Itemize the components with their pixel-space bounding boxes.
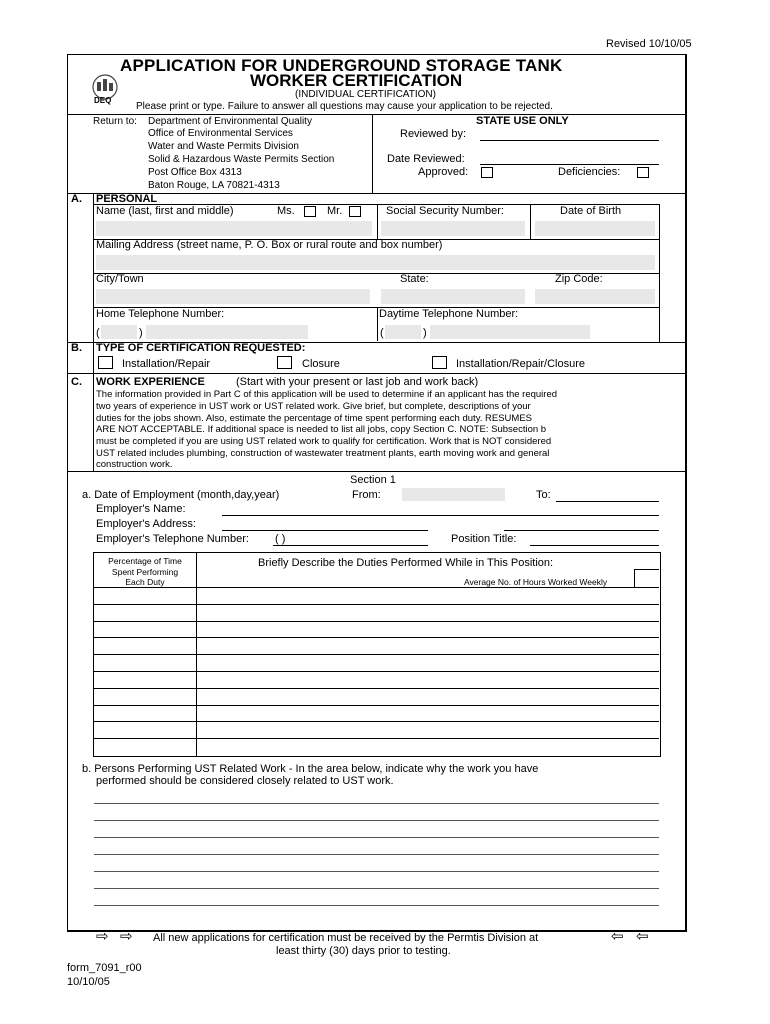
home-phone-paren-open: ( <box>96 327 100 339</box>
divider <box>68 471 685 472</box>
section-c-paragraph-3: duties for the jobs shown. Also, estimate the percentage of time spent performing each duty. RESUMES <box>96 413 532 424</box>
section-a-title: PERSONAL <box>96 193 158 205</box>
ssn-label: Social Security Number: <box>386 205 504 217</box>
position-title-field[interactable] <box>530 545 659 546</box>
mailing-label: Mailing Address (street name, P. O. Box or rural route and box number) <box>96 239 443 251</box>
subsection-b-line-1: b. Persons Performing UST Related Work - In the area below, indicate why the work you have <box>82 763 539 775</box>
footer-notice-line-1: All new applications for certification must be received by the Permtis Division at <box>153 932 539 944</box>
employer-address-field-2[interactable] <box>504 530 659 531</box>
section-c-paragraph-1: The information provided in Part C of this application will be used to determine if an applicant has the required <box>96 389 558 400</box>
dob-label: Date of Birth <box>560 205 622 217</box>
employer-address-field-1[interactable] <box>222 530 428 531</box>
reviewed-by-label: Reviewed by: <box>400 128 467 140</box>
form-date: 10/10/05 <box>67 976 110 988</box>
deficiencies-label: Deficiencies: <box>558 166 621 178</box>
approved-checkbox[interactable] <box>481 167 493 178</box>
explanation-line[interactable] <box>94 837 659 838</box>
duties-header: Briefly Describe the Duties Performed While in This Position: <box>258 557 554 569</box>
date-reviewed-label: Date Reviewed: <box>387 153 465 165</box>
explanation-line[interactable] <box>94 888 659 889</box>
divider <box>377 204 378 240</box>
city-input[interactable] <box>96 289 370 304</box>
closure-checkbox[interactable] <box>277 356 292 369</box>
section-c-letter: C. <box>71 376 82 388</box>
day-phone-input[interactable] <box>430 325 590 339</box>
option-installation-repair: Installation/Repair <box>122 358 211 370</box>
divider <box>93 637 659 638</box>
return-line-6: Baton Rouge, LA 70821-4313 <box>148 180 280 191</box>
divider <box>93 604 659 605</box>
instructions: Please print or type. Failure to answer all questions may cause your application to be rejected. <box>136 101 553 112</box>
divider <box>530 204 531 240</box>
employer-name-label: Employer's Name: <box>96 503 186 515</box>
left-arrow-icon: ⇦ <box>611 928 624 945</box>
state-label: State: <box>400 273 429 285</box>
option-closure: Closure <box>302 358 340 370</box>
day-area-code-input[interactable] <box>385 325 421 339</box>
day-phone-paren-open: ( <box>380 327 384 339</box>
section-c-paragraph-2: two years of experience in UST work or UST related work. Give brief, but complete, descriptions of your <box>96 401 531 412</box>
return-line-5: Post Office Box 4313 <box>148 167 242 178</box>
pct-header <box>94 556 196 588</box>
ms-label: Ms. <box>277 205 295 217</box>
divider <box>93 705 659 706</box>
avg-hours-label: Average No. of Hours Worked Weekly <box>464 577 608 587</box>
section-c-paragraph-5: must be completed if you are using UST related work to qualify for certification. Work that is NOT considered <box>96 436 552 447</box>
explanation-line[interactable] <box>94 905 659 906</box>
day-phone-paren-close: ) <box>423 327 427 339</box>
section-b-letter: B. <box>71 342 82 354</box>
employer-phone-paren: ( ) <box>275 533 286 545</box>
state-use-title: STATE USE ONLY <box>476 115 569 127</box>
from-label: From: <box>352 489 381 501</box>
divider <box>93 738 659 739</box>
home-area-code-input[interactable] <box>101 325 137 339</box>
return-line-2: Office of Environmental Services <box>148 128 293 139</box>
position-title-label: Position Title: <box>451 533 517 545</box>
divider <box>93 373 94 471</box>
name-label: Name (last, first and middle) <box>96 205 234 217</box>
deficiencies-checkbox[interactable] <box>637 167 649 178</box>
explanation-line[interactable] <box>94 871 659 872</box>
employer-phone-field[interactable] <box>273 545 428 546</box>
employer-address-label: Employer's Address: <box>96 518 196 530</box>
pct-header-line-1: Percentage of Time <box>108 556 182 566</box>
zip-label: Zip Code: <box>555 273 603 285</box>
zip-input[interactable] <box>535 289 655 304</box>
section-a-letter: A. <box>71 193 82 205</box>
divider <box>93 688 659 689</box>
employer-phone-label: Employer's Telephone Number: <box>96 533 249 545</box>
to-label: To: <box>536 489 551 501</box>
divider <box>68 193 685 194</box>
option-installation-repair-closure: Installation/Repair/Closure <box>456 358 586 370</box>
divider <box>93 671 659 672</box>
deq-logo <box>88 72 122 106</box>
section-c-paragraph-4: ARE NOT ACCEPTABLE. If additional space is needed to list all jobs, copy Section C. NOTE: Subsection b <box>96 424 547 435</box>
section-c-paragraph-7: construction work. <box>96 459 173 470</box>
city-label: City/Town <box>96 273 144 285</box>
right-arrow-icon: ⇨ <box>96 928 109 945</box>
avg-hours-input[interactable] <box>634 569 659 588</box>
approved-label: Approved: <box>418 166 469 178</box>
pct-header-line-3: Each Duty <box>125 577 165 587</box>
home-phone-input[interactable] <box>146 325 308 339</box>
divider <box>93 587 659 588</box>
installation-repair-closure-checkbox[interactable] <box>432 356 447 369</box>
divider <box>68 114 685 115</box>
divider <box>93 654 659 655</box>
divider <box>93 621 659 622</box>
day-phone-label: Daytime Telephone Number: <box>379 308 519 320</box>
to-date-field[interactable] <box>556 501 659 502</box>
reviewed-by-field[interactable] <box>480 140 659 141</box>
from-date-input[interactable] <box>402 488 505 501</box>
title-line-2: WORKER CERTIFICATION <box>250 71 463 90</box>
home-phone-label: Home Telephone Number: <box>96 308 225 320</box>
subtitle: (INDIVIDUAL CERTIFICATION) <box>295 89 436 100</box>
section-c-title-note: (Start with your present or last job and work back) <box>236 376 479 388</box>
dob-input[interactable] <box>535 221 655 236</box>
return-line-3: Water and Waste Permits Division <box>148 141 299 152</box>
logo-text: DEQ <box>94 96 112 105</box>
revised-date: Revised 10/10/05 <box>606 38 692 50</box>
subsection-b-line-2: performed should be considered closely related to UST work. <box>96 775 394 787</box>
state-input[interactable] <box>381 289 525 304</box>
divider <box>377 307 378 341</box>
pct-header-line-2: Spent Performing <box>111 566 179 577</box>
footer-notice-line-2: least thirty (30) days prior to testing. <box>276 945 451 957</box>
divider <box>68 373 685 374</box>
return-line-1: Department of Environmental Quality <box>148 116 312 127</box>
return-to-label: Return to: <box>93 116 137 127</box>
date-reviewed-field[interactable] <box>480 164 659 165</box>
explanation-line[interactable] <box>94 803 659 804</box>
divider <box>93 342 94 373</box>
form-id: form_7091_r00 <box>67 962 142 974</box>
section-c-paragraph-6: UST related includes plumbing, construction of wastewater treatment plants, earth moving work and general <box>96 448 550 459</box>
installation-repair-checkbox[interactable] <box>98 356 113 369</box>
section-b-title: TYPE OF CERTIFICATION REQUESTED: <box>96 342 306 354</box>
mailing-input[interactable] <box>96 255 655 270</box>
explanation-line[interactable] <box>94 820 659 821</box>
return-line-4: Solid & Hazardous Waste Permits Section <box>148 154 335 165</box>
ssn-input[interactable] <box>381 221 525 236</box>
explanation-line[interactable] <box>94 854 659 855</box>
home-phone-paren-close: ) <box>139 327 143 339</box>
divider <box>372 114 373 194</box>
employer-name-field[interactable] <box>222 515 659 516</box>
date-employment-label: a. Date of Employment (month,day,year) <box>82 489 280 501</box>
mr-label: Mr. <box>327 205 343 217</box>
mr-checkbox[interactable] <box>349 206 361 217</box>
divider <box>93 721 659 722</box>
section-1-heading: Section 1 <box>350 474 396 486</box>
section-c-title: WORK EXPERIENCE <box>96 376 205 388</box>
ms-checkbox[interactable] <box>304 206 316 217</box>
left-arrow-icon: ⇦ <box>636 928 649 945</box>
right-arrow-icon: ⇨ <box>120 928 133 945</box>
name-input[interactable] <box>96 221 372 236</box>
title-line-1: APPLICATION FOR UNDERGROUND STORAGE TANK <box>120 56 563 75</box>
